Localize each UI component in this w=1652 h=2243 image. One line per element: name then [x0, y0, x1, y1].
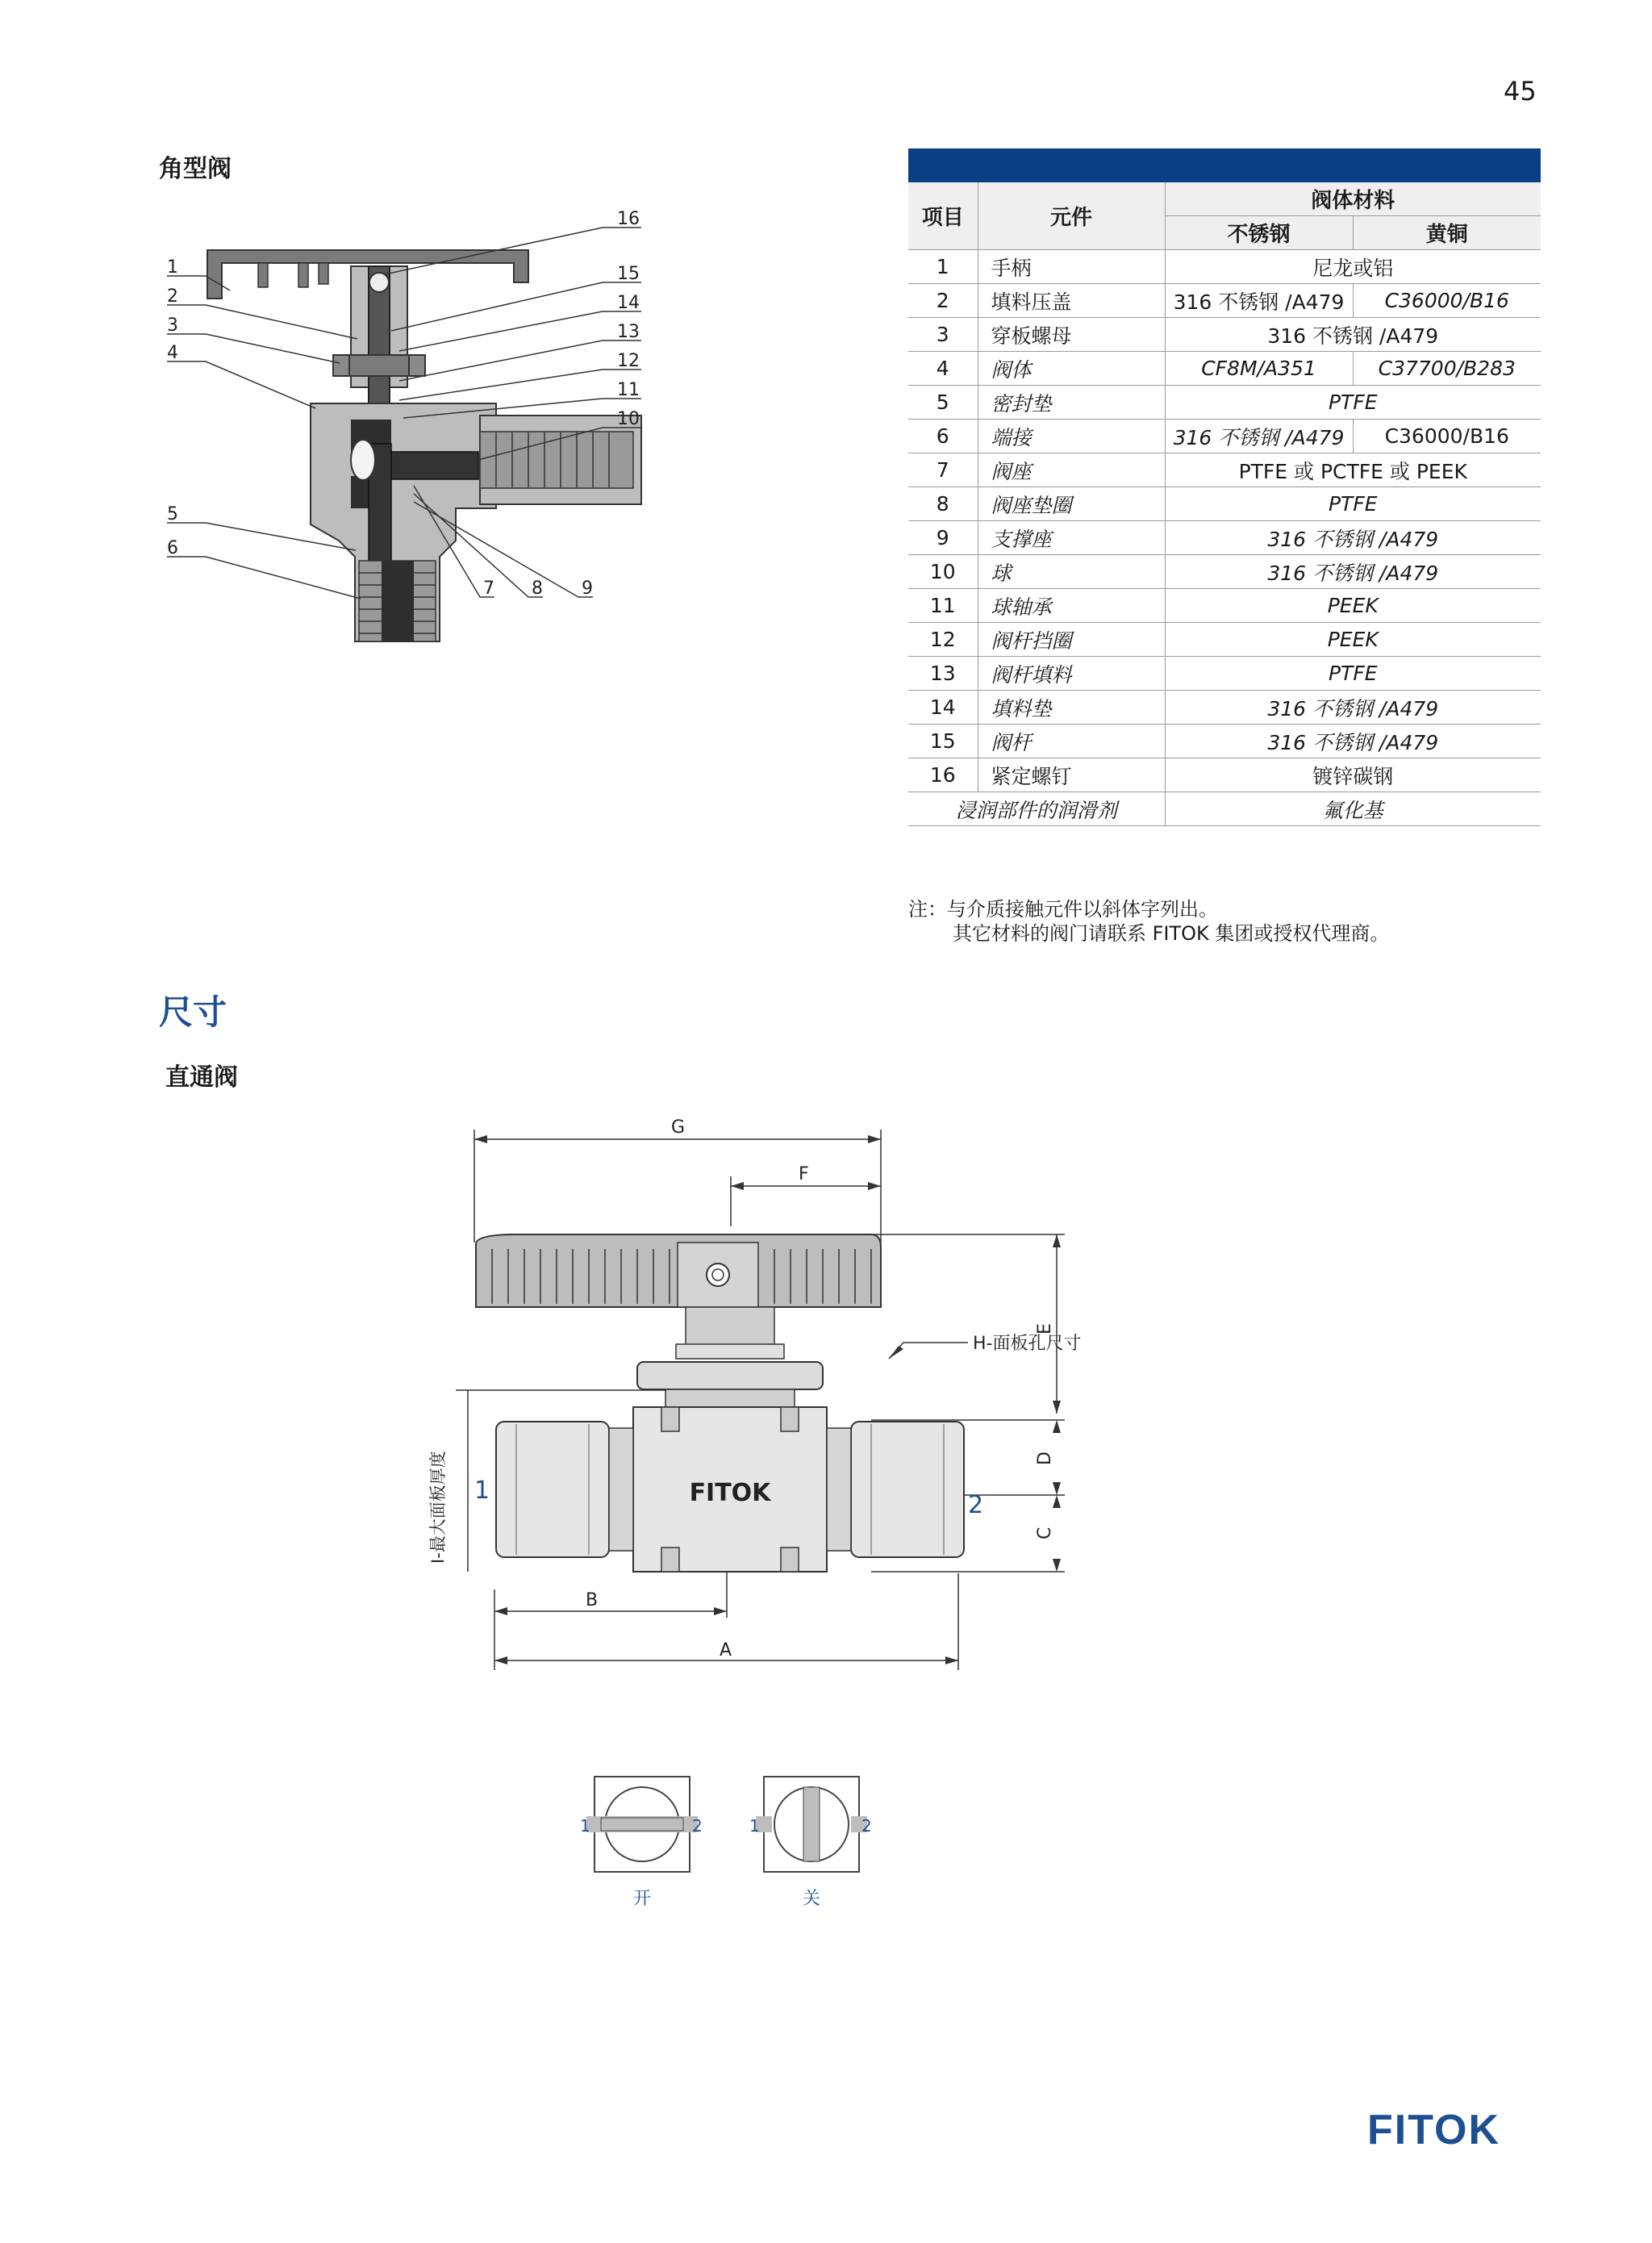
row-component-name: 手柄: [978, 250, 1165, 284]
lubricant-label: 浸润部件的润滑剂: [908, 792, 1165, 826]
callout-5: 5: [167, 504, 178, 524]
lubricant-row: [908, 792, 1541, 826]
note-line-1: 注：与介质接触元件以斜体字列出。: [908, 898, 1218, 921]
header-body-material: 阀体材料: [1165, 182, 1541, 216]
callout-6: 6: [167, 538, 178, 558]
materials-table: [908, 148, 1541, 826]
callout-12: 12: [617, 351, 640, 371]
row-brass-value: C36000/B16: [1353, 284, 1541, 318]
row-component-name: 阀座: [978, 453, 1165, 487]
dim-label-d: D: [1035, 1451, 1055, 1465]
closed-port-2: 2: [861, 1816, 872, 1836]
row-component-name: 填料压盖: [978, 284, 1165, 318]
row-component-name: 填料垫: [978, 691, 1165, 725]
row-item-number: 13: [908, 657, 978, 691]
row-item-number: 3: [908, 318, 978, 352]
row-material-value: 镀锌碳钢: [1165, 758, 1541, 792]
table-row: [908, 725, 1541, 758]
callout-8: 8: [532, 579, 543, 599]
closed-state-icon: [756, 1777, 867, 1872]
materials-note: [908, 897, 1389, 946]
fitok-brand-logo: FITOK: [1367, 2107, 1501, 2153]
table-row: [908, 758, 1541, 792]
open-state-icon: [586, 1777, 698, 1872]
row-component-name: 阀体: [978, 352, 1165, 386]
table-row: [908, 250, 1541, 284]
row-item-number: 5: [908, 386, 978, 420]
row-brass-value: C36000/B16: [1353, 420, 1541, 453]
dim-label-e: E: [1035, 1323, 1055, 1335]
row-material-value: 316 不锈钢 /A479: [1165, 318, 1541, 352]
row-stainless-value: 316 不锈钢 /A479: [1165, 420, 1353, 453]
row-component-name: 端接: [978, 420, 1165, 453]
row-material-value: PTFE 或 PCTFE 或 PEEK: [1165, 453, 1541, 487]
table-row: [908, 284, 1541, 318]
row-item-number: 11: [908, 589, 978, 623]
table-row: [908, 453, 1541, 487]
callout-10: 10: [617, 409, 640, 429]
straight-valve-title: 直通阀: [165, 1063, 238, 1092]
row-material-value: 316 不锈钢 /A479: [1165, 521, 1541, 555]
table-row: [908, 386, 1541, 420]
row-item-number: 4: [908, 352, 978, 386]
dim-label-f: F: [799, 1164, 809, 1184]
table-row: [908, 318, 1541, 352]
row-item-number: 16: [908, 758, 978, 792]
row-item-number: 2: [908, 284, 978, 318]
straight-valve-dimension-drawing: [419, 1105, 1081, 1678]
row-item-number: 14: [908, 691, 978, 725]
port-2-label: 2: [968, 1491, 984, 1519]
row-item-number: 15: [908, 725, 978, 758]
open-port-1: 1: [580, 1816, 590, 1836]
row-component-name: 球: [978, 555, 1165, 589]
row-item-number: 1: [908, 250, 978, 284]
row-material-value: PEEK: [1165, 589, 1541, 623]
row-item-number: 9: [908, 521, 978, 555]
angle-valve-title: 角型阀: [159, 155, 232, 183]
row-component-name: 紧定螺钉: [978, 758, 1165, 792]
table-row: [908, 623, 1541, 657]
dim-label-c: C: [1035, 1527, 1055, 1539]
row-material-value: PTFE: [1165, 386, 1541, 420]
row-component-name: 阀座垫圈: [978, 487, 1165, 521]
dim-label-i: I-最大面板厚度: [428, 1451, 448, 1564]
open-label: 开: [632, 1889, 652, 1909]
dimensions-title: 尺寸: [159, 992, 227, 1032]
page-number: 45: [1504, 76, 1537, 107]
row-component-name: 支撑座: [978, 521, 1165, 555]
closed-label: 关: [802, 1889, 821, 1909]
row-material-value: 316 不锈钢 /A479: [1165, 691, 1541, 725]
callout-1: 1: [167, 257, 178, 278]
closed-port-1: 1: [749, 1816, 760, 1836]
header-item: 项目: [908, 182, 978, 250]
row-item-number: 12: [908, 623, 978, 657]
row-component-name: 阀杆填料: [978, 657, 1165, 691]
table-row: [908, 555, 1541, 589]
port-1-label: 1: [474, 1477, 490, 1505]
callout-3: 3: [167, 315, 178, 336]
header-stainless: 不锈钢: [1165, 216, 1353, 250]
callout-14: 14: [617, 293, 640, 313]
callout-16: 16: [617, 209, 640, 229]
row-item-number: 7: [908, 453, 978, 487]
row-component-name: 阀杆: [978, 725, 1165, 758]
row-material-value: PTFE: [1165, 487, 1541, 521]
table-row: [908, 352, 1541, 386]
row-item-number: 10: [908, 555, 978, 589]
table-row: [908, 691, 1541, 725]
callout-11: 11: [617, 380, 640, 400]
callout-4: 4: [167, 343, 178, 363]
row-brass-value: C37700/B283: [1353, 352, 1541, 386]
callout-15: 15: [617, 264, 640, 284]
note-line-2: 其它材料的阀门请联系 FITOK 集团或授权代理商。: [953, 922, 1390, 945]
row-component-name: 密封垫: [978, 386, 1165, 420]
angle-valve-section-drawing: [157, 202, 674, 662]
row-component-name: 阀杆挡圈: [978, 623, 1165, 657]
dim-label-b: B: [586, 1590, 599, 1610]
table-row: [908, 487, 1541, 521]
row-material-value: 尼龙或铝: [1165, 250, 1541, 284]
row-material-value: 316 不锈钢 /A479: [1165, 725, 1541, 758]
row-component-name: 球轴承: [978, 589, 1165, 623]
row-stainless-value: CF8M/A351: [1165, 352, 1353, 386]
lubricant-value: 氟化基: [1165, 792, 1541, 826]
row-material-value: 316 不锈钢 /A479: [1165, 555, 1541, 589]
callout-7: 7: [483, 579, 494, 599]
row-material-value: PTFE: [1165, 657, 1541, 691]
row-material-value: PEEK: [1165, 623, 1541, 657]
row-component-name: 穿板螺母: [978, 318, 1165, 352]
dim-label-h: H-面板孔尺寸: [973, 1334, 1081, 1354]
callout-2: 2: [167, 286, 178, 307]
dim-label-a: A: [720, 1640, 732, 1660]
valve-body-logo: FITOK: [689, 1479, 771, 1507]
table-row: [908, 589, 1541, 623]
dim-label-g: G: [671, 1117, 686, 1138]
table-row: [908, 521, 1541, 555]
table-row: [908, 657, 1541, 691]
row-item-number: 6: [908, 420, 978, 453]
flow-state-diagrams: [577, 1775, 883, 1912]
callout-9: 9: [582, 579, 593, 599]
open-port-2: 2: [692, 1816, 703, 1836]
callout-13: 13: [617, 322, 640, 342]
materials-grid: [908, 182, 1541, 826]
header-component: 元件: [978, 182, 1165, 250]
table-header-bar: [908, 148, 1541, 182]
header-brass: 黄铜: [1353, 216, 1541, 250]
table-row: [908, 420, 1541, 453]
row-item-number: 8: [908, 487, 978, 521]
row-stainless-value: 316 不锈钢 /A479: [1165, 284, 1353, 318]
